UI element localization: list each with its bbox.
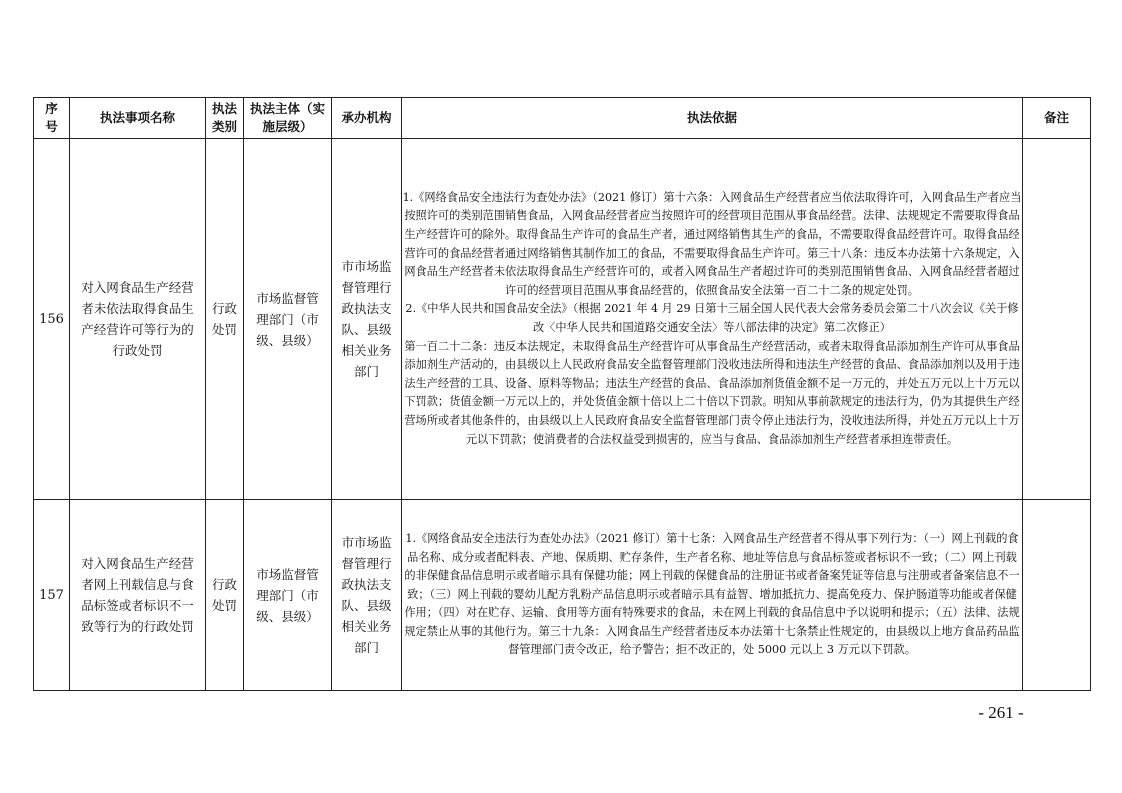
- header-basis: 执法依据: [402, 98, 1023, 139]
- row-agency: 市市场监督管理行政执法支队、县级相关业务部门: [332, 139, 402, 500]
- row-remarks: [1023, 500, 1091, 691]
- page-number: - 261 -: [978, 703, 1024, 722]
- row-remarks: [1023, 139, 1091, 500]
- row-category: 行政处罚: [206, 500, 244, 691]
- row-basis: [402, 500, 1023, 691]
- row-subject: 市场监督管理部门（市级、县级）: [244, 500, 332, 691]
- row-item-name: 对入网食品生产经营者未依法取得食品生产经营许可等行为的行政处罚: [70, 139, 206, 500]
- header-name: 执法事项名称: [70, 98, 206, 139]
- header-remarks: 备注: [1023, 98, 1091, 139]
- table-row: [34, 139, 1091, 500]
- table-header-row: [34, 98, 1091, 139]
- header-category: 执法类别: [206, 98, 244, 139]
- row-basis: [402, 139, 1023, 500]
- basis-paragraph: 2.《中华人民共和国食品安全法》（根据 2021 年 4 月 29 日第十三届全国人民代表大会常务委员会第二十八次会议《关于修改〈中华人民共和国道路交通安全法〉等八部法律的决定》第二次修正）: [405, 302, 1019, 334]
- basis-paragraph: 1.《网络食品安全违法行为查处办法》（2021 修订）第十七条：入网食品生产经营者不得从事下列行为：（一）网上刊载的食品名称、成分或者配料表、产地、保质期、贮存条件，生产者名称、地址等信息与食品标签或者标识不一致；（二）网上刊载的非保健食品信息明示或者暗示具有保健功能；网上刊载的保健食品的注册证书或者备案凭证等信息与注册或者备案信息不一致；（三）网上刊载的婴幼儿配方乳粉产品信息明示或者暗示具有益智、增加抵抗力、提高免疫力、保护肠道等功能或者保健作用；（四）对在贮存、运输、食用等方面有特殊要求的食品，未在网上刊载的食品信息中予以说明和提示；（五）法律、法规规定禁止从事的其他行为。第三十九条：入网食品生产经营者违反本办法第十七条禁止性规定的，由县级以上地方食品药品监督管理部门责令改正，给予警告；拒不改正的，处 5000 元以上 3 万元以下罚款。: [404, 531, 1020, 657]
- row-seq: 157: [34, 500, 70, 691]
- row-category: 行政处罚: [206, 139, 244, 500]
- table-row: [34, 500, 1091, 691]
- row-agency: 市市场监督管理行政执法支队、县级相关业务部门: [332, 500, 402, 691]
- row-subject: 市场监督管理部门（市级、县级）: [244, 139, 332, 500]
- header-agency: 承办机构: [332, 98, 402, 139]
- basis-paragraph: 第一百二十二条：违反本法规定，未取得食品生产经营许可从事食品生产经营活动，或者未取得食品添加剂生产许可从事食品添加剂生产活动的，由县级以上人民政府食品安全监督管理部门没收违法所得和违法生产经营的食品、食品添加剂以及用于违法生产经营的工具、设备、原料等物品；违法生产经营的食品、食品添加剂货值金额不足一万元的，并处五万元以上十万元以下罚款；货值金额一万元以上的，并处货值金额十倍以上二十倍以下罚款。明知从事前款规定的违法行为，仍为其提供生产经营场所或者其他条件的，由县级以上人民政府食品安全监督管理部门责令停止违法行为，没收违法所得，并处五万元以上十万元以下罚款；使消费者的合法权益受到损害的，应当与食品、食品添加剂生产经营者承担连带责任。: [404, 339, 1020, 446]
- basis-paragraph: 1.《网络食品安全违法行为查处办法》（2021 修订）第十六条：入网食品生产经营者应当依法取得许可，入网食品生产者应当按照许可的类别范围销售食品，入网食品经营者应当按照许可的经营项目范围从事食品经营。法律、法规规定不需要取得食品生产经营许可的除外。取得食品生产许可的食品生产者，通过网络销售其生产的食品，不需要取得食品经营许可。取得食品经营许可的食品经营者通过网络销售其制作加工的食品，不需要取得食品生产许可。第三十八条：违反本办法第十六条规定，入网食品生产经营者未依法取得食品生产经营许可的，或者入网食品生产者超过许可的类别范围销售食品、入网食品经营者超过许可的经营项目范围从事食品经营的，依照食品安全法第一百二十二条的规定处罚。: [402, 190, 1022, 297]
- enforcement-items-table: [33, 97, 1091, 691]
- row-item-name: 对入网食品生产经营者网上刊载信息与食品标签或者标识不一致等行为的行政处罚: [70, 500, 206, 691]
- header-seq: 序号: [34, 98, 70, 139]
- row-seq: 156: [34, 139, 70, 500]
- header-subject: 执法主体（实施层级）: [244, 98, 332, 139]
